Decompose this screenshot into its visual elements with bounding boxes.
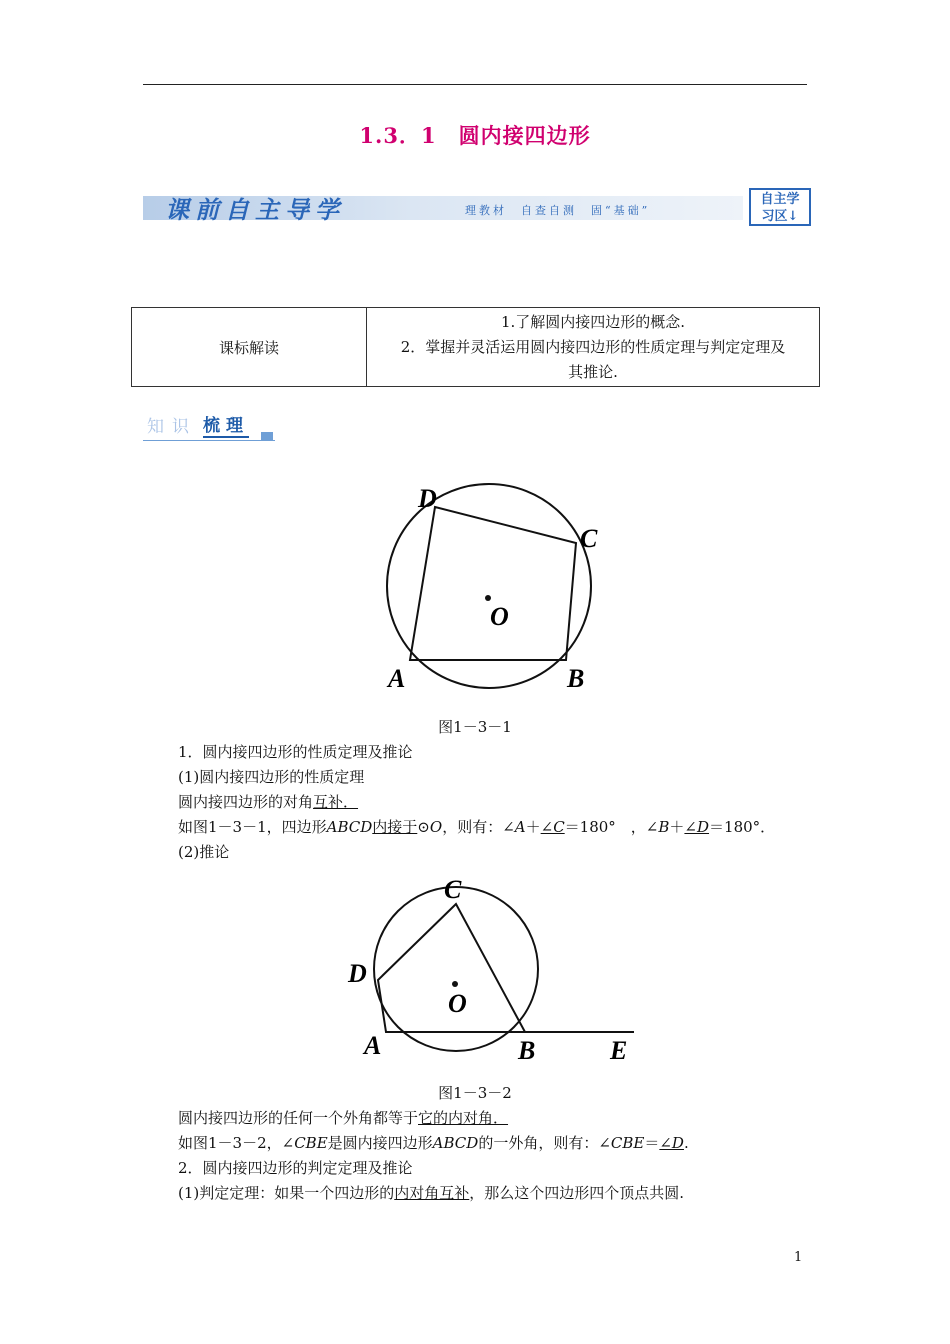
text-fragment: 的一外角，则有：∠ bbox=[478, 1134, 611, 1152]
text-fragment: CBE bbox=[294, 1134, 328, 1152]
banner bbox=[143, 188, 813, 228]
label-a: A bbox=[364, 1031, 382, 1060]
text-fragment: ＝180°． bbox=[709, 818, 776, 836]
answer-blank: 内对角互补 bbox=[394, 1184, 470, 1202]
label-b: B bbox=[518, 1036, 536, 1065]
knowledge-tag-corner bbox=[261, 432, 273, 440]
answer-blank: ∠D bbox=[684, 818, 710, 836]
text-fragment: . bbox=[683, 1134, 689, 1152]
banner-box-line2 bbox=[751, 208, 809, 225]
knowledge-tag-faded: 知识 bbox=[147, 417, 197, 437]
table-line-3: 其推论. bbox=[568, 362, 618, 381]
text-fragment: (1)判定定理：如果一个四边形的 bbox=[178, 1184, 395, 1202]
example-2-text bbox=[178, 1132, 689, 1153]
answer-blank: 内接于 bbox=[372, 818, 418, 836]
label-a: A bbox=[388, 664, 406, 693]
section-1-heading: 1．圆内接四边形的性质定理及推论 bbox=[178, 743, 413, 761]
label-d: D bbox=[418, 484, 437, 513]
label-d: D bbox=[348, 959, 367, 988]
label-o: O bbox=[448, 989, 467, 1018]
section-1b-text bbox=[178, 1107, 508, 1128]
table-label-cell: 课标解读 bbox=[132, 308, 367, 387]
section-1b-heading: (2)推论 bbox=[178, 843, 230, 861]
section-title: 1.3．1 圆内接四边形 bbox=[359, 123, 591, 148]
text-fragment: A bbox=[514, 818, 526, 836]
text-fragment: 是圆内接四边形 bbox=[327, 1134, 433, 1152]
text-fragment: 圆内接四边形的对角 bbox=[178, 793, 314, 811]
text-fragment: ＋ bbox=[525, 818, 541, 836]
label-e: E bbox=[610, 1036, 628, 1065]
circle-outline bbox=[374, 887, 538, 1051]
banner-box-line2-text: 习区 bbox=[761, 209, 788, 224]
text-fragment: 如图1－3－1，四边形 bbox=[178, 818, 327, 836]
table-line-1: 1.了解圆内接四边形的概念. bbox=[500, 312, 686, 331]
table-row bbox=[132, 308, 820, 387]
text-fragment: ＋ bbox=[669, 818, 685, 836]
page-number: 1 bbox=[794, 1250, 803, 1265]
answer-blank: 它的内对角． bbox=[418, 1109, 509, 1127]
top-rule bbox=[143, 84, 807, 85]
text-fragment: ＝ bbox=[644, 1134, 660, 1152]
figure-2-diagram bbox=[344, 870, 640, 1070]
text-fragment: CBE bbox=[610, 1134, 645, 1152]
section-2-heading: 2．圆内接四边形的判定定理及推论 bbox=[178, 1159, 413, 1177]
text-fragment: 如图1－3－2，∠ bbox=[178, 1134, 295, 1152]
answer-blank: ∠D bbox=[659, 1134, 684, 1152]
label-c: C bbox=[580, 524, 598, 553]
text-fragment: 圆内接四边形的任何一个外角都等于 bbox=[178, 1109, 419, 1127]
text-fragment: ，则有：∠ bbox=[442, 818, 515, 836]
table-line-2: 2．掌握并灵活运用圆内接四边形的性质定理与判定定理及 bbox=[400, 337, 786, 356]
banner-heading: 课前自主导学 bbox=[165, 195, 345, 224]
banner-box-line1: 自主学 bbox=[760, 192, 800, 207]
text-fragment: ABCD bbox=[326, 818, 373, 836]
text-fragment: B bbox=[658, 818, 670, 836]
section-1a-text bbox=[178, 791, 358, 812]
text-fragment: ABCD bbox=[432, 1134, 479, 1152]
label-b: B bbox=[567, 664, 585, 693]
section-2a-text bbox=[178, 1182, 684, 1203]
text-fragment: ，那么这个四边形四个顶点共圆. bbox=[469, 1184, 685, 1202]
text-fragment: O bbox=[429, 818, 443, 836]
figure-1-diagram bbox=[380, 480, 610, 700]
banner-subtitle: 理教材 自查自测 固“基础” bbox=[465, 204, 651, 217]
arrow-down-icon: ↓ bbox=[787, 209, 799, 224]
table-content-cell bbox=[367, 308, 820, 387]
figure-1-caption: 图1－3－1 bbox=[438, 718, 512, 736]
answer-blank: 互补． bbox=[313, 793, 359, 811]
circle-outline bbox=[387, 484, 591, 688]
center-dot bbox=[452, 981, 458, 987]
text-fragment: ＝180° ，∠ bbox=[564, 818, 659, 836]
figure-2-caption: 图1－3－2 bbox=[438, 1084, 512, 1102]
section-1a-heading: (1)圆内接四边形的性质定理 bbox=[178, 768, 365, 786]
quadrilateral-abcd bbox=[410, 507, 576, 660]
center-dot bbox=[485, 595, 491, 601]
standard-table bbox=[131, 307, 820, 387]
answer-blank: ∠C bbox=[540, 818, 565, 836]
example-1-text bbox=[178, 816, 775, 837]
label-o: O bbox=[490, 602, 509, 631]
knowledge-tag-strong: 梳理 bbox=[203, 411, 249, 438]
circle-symbol-icon: ⊙ bbox=[417, 818, 430, 836]
label-c: C bbox=[444, 875, 462, 904]
knowledge-tag bbox=[143, 410, 277, 442]
banner-box bbox=[749, 188, 811, 226]
